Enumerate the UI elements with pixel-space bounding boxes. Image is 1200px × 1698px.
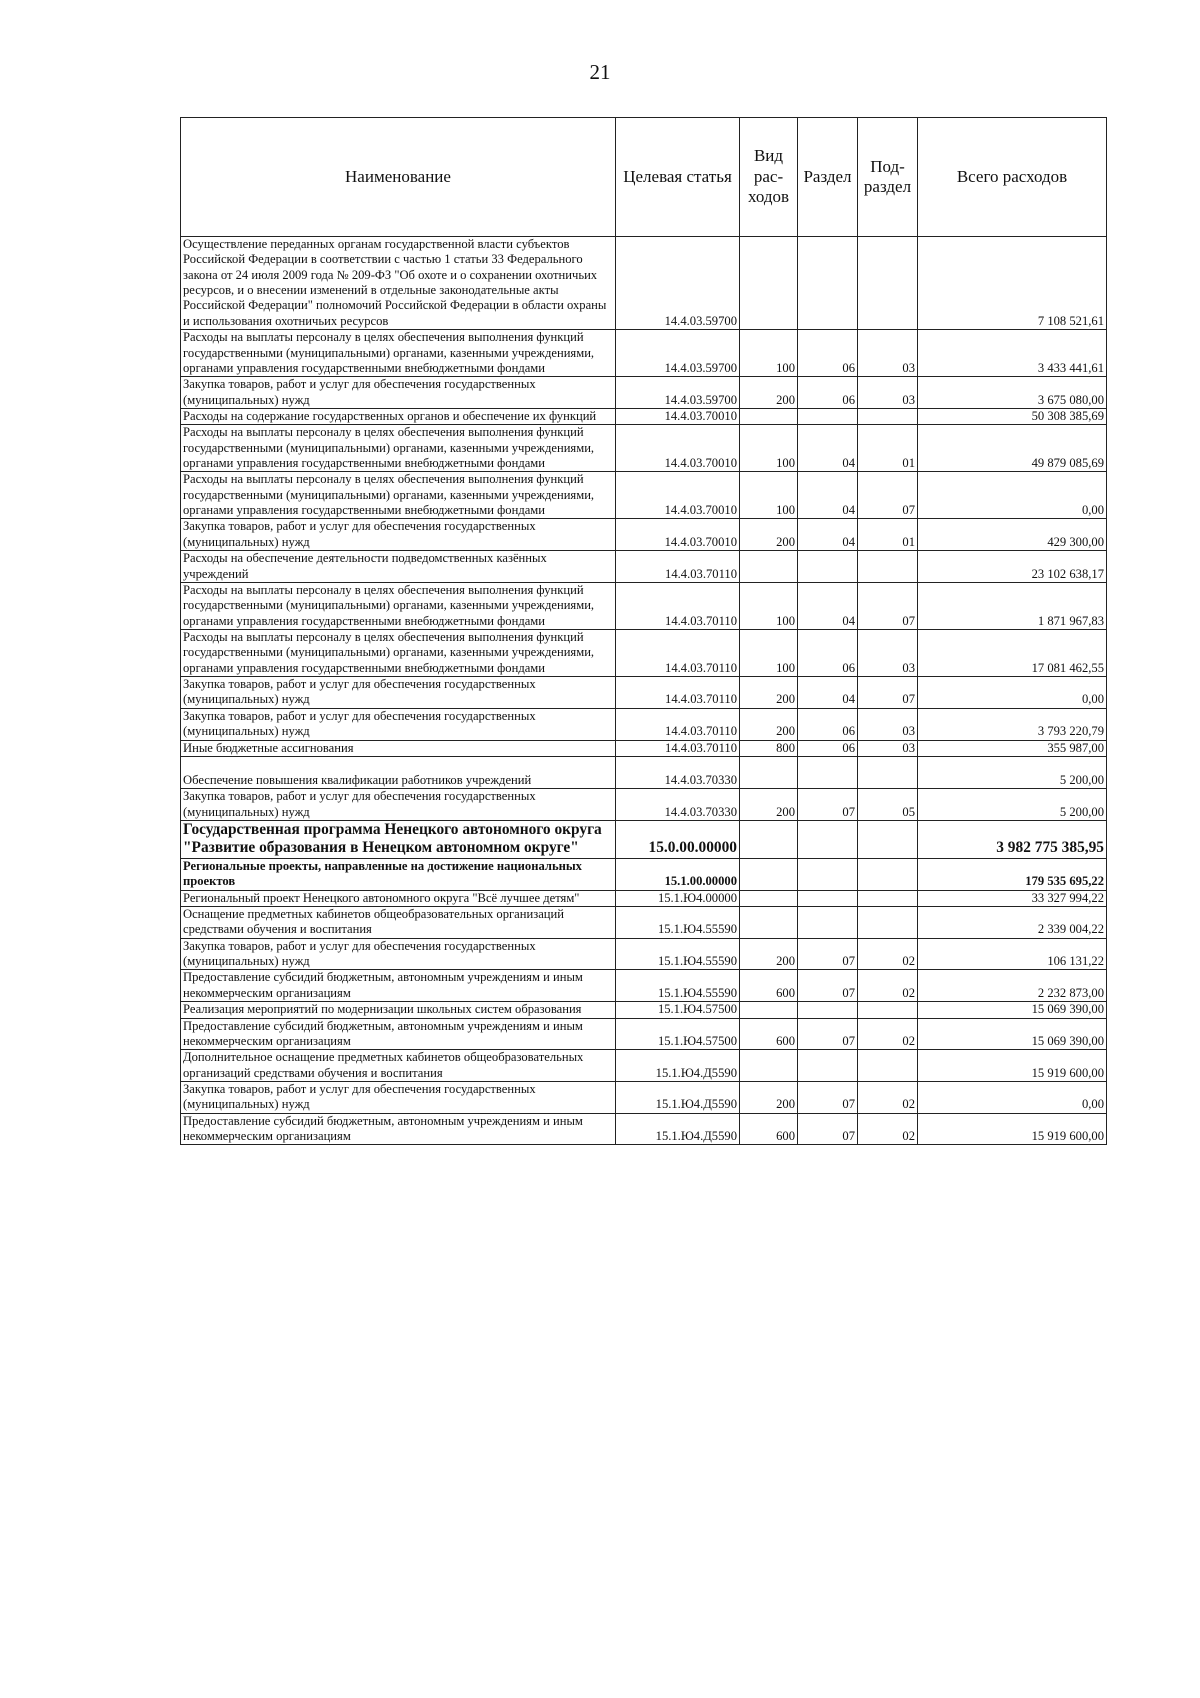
- cell-podrazdel: 02: [858, 970, 918, 1002]
- cell-name: Закупка товаров, работ и услуг для обеспечения государственных (муниципальных) нужд: [181, 708, 616, 740]
- table-row: [181, 629, 1107, 676]
- table-header-row: [181, 118, 1107, 237]
- cell-vid: 100: [740, 330, 798, 377]
- cell-name: Закупка товаров, работ и услуг для обеспечения государственных (муниципальных) нужд: [181, 1081, 616, 1113]
- cell-total: 429 300,00: [918, 519, 1107, 551]
- cell-total: 3 675 080,00: [918, 377, 1107, 409]
- cell-code: 14.4.03.70110: [616, 582, 740, 629]
- cell-podrazdel: 07: [858, 472, 918, 519]
- cell-razdel: [798, 820, 858, 858]
- table-row: [181, 582, 1107, 629]
- cell-podrazdel: [858, 408, 918, 424]
- cell-total: 15 919 600,00: [918, 1113, 1107, 1145]
- cell-vid: [740, 551, 798, 583]
- cell-podrazdel: 03: [858, 740, 918, 756]
- table-row: [181, 1002, 1107, 1018]
- cell-razdel: 04: [798, 677, 858, 709]
- table-row: [181, 1050, 1107, 1082]
- cell-code: 15.1.Ю4.57500: [616, 1002, 740, 1018]
- cell-razdel: 06: [798, 740, 858, 756]
- cell-razdel: [798, 858, 858, 890]
- table-row: [181, 1081, 1107, 1113]
- cell-code: 14.4.03.70110: [616, 740, 740, 756]
- cell-vid: [740, 890, 798, 906]
- cell-vid: [740, 1002, 798, 1018]
- cell-razdel: 07: [798, 970, 858, 1002]
- cell-name: Предоставление субсидий бюджетным, автономным учреждениям и иным некоммерческим организациям: [181, 1018, 616, 1050]
- cell-razdel: 07: [798, 1018, 858, 1050]
- table-row: [181, 789, 1107, 821]
- cell-total: 2 339 004,22: [918, 906, 1107, 938]
- table-row: [181, 858, 1107, 890]
- cell-name: Закупка товаров, работ и услуг для обеспечения государственных (муниципальных) нужд: [181, 377, 616, 409]
- cell-podrazdel: 02: [858, 1018, 918, 1050]
- cell-razdel: 04: [798, 472, 858, 519]
- cell-code: 15.1.Ю4.55590: [616, 906, 740, 938]
- table-row: [181, 551, 1107, 583]
- cell-code: 14.4.03.70110: [616, 629, 740, 676]
- cell-total: 15 919 600,00: [918, 1050, 1107, 1082]
- cell-podrazdel: 02: [858, 1081, 918, 1113]
- cell-total: 1 871 967,83: [918, 582, 1107, 629]
- cell-code: 14.4.03.59700: [616, 330, 740, 377]
- cell-name: Предоставление субсидий бюджетным, автономным учреждениям и иным некоммерческим организациям: [181, 1113, 616, 1145]
- cell-name: Расходы на выплаты персоналу в целях обеспечения выполнения функций государственными (муниципальными) органами, казенными учреждениями, органами управления государственными внебюджетными фондами: [181, 330, 616, 377]
- header-razdel: Раздел: [798, 118, 858, 237]
- cell-code: 14.4.03.70110: [616, 551, 740, 583]
- table-row: [181, 756, 1107, 788]
- cell-razdel: [798, 1002, 858, 1018]
- table-row: [181, 1018, 1107, 1050]
- cell-name: Осуществление переданных органам государственной власти субъектов Российской Федерации в соответствии с частью 1 статьи 33 Федерального закона от 24 июля 2009 года № 209-ФЗ "Об охоте и о сохранении охотничьих ресурсов, и о внесении изменений в отдельные законодательные акты Российской Федерации" полномочий Российской Федерации в области охраны и использования охотничьих ресурсов: [181, 237, 616, 330]
- header-vid: Вид рас- ходов: [740, 118, 798, 237]
- cell-razdel: 04: [798, 425, 858, 472]
- cell-name: Расходы на содержание государственных органов и обеспечение их функций: [181, 408, 616, 424]
- cell-podrazdel: 03: [858, 708, 918, 740]
- cell-total: 179 535 695,22: [918, 858, 1107, 890]
- cell-vid: [740, 1050, 798, 1082]
- cell-vid: 100: [740, 425, 798, 472]
- cell-razdel: 07: [798, 938, 858, 970]
- cell-podrazdel: [858, 1050, 918, 1082]
- cell-podrazdel: 02: [858, 938, 918, 970]
- table-row: [181, 938, 1107, 970]
- cell-razdel: [798, 551, 858, 583]
- cell-name: Расходы на выплаты персоналу в целях обеспечения выполнения функций государственными (муниципальными) органами, казенными учреждениями, органами управления государственными внебюджетными фондами: [181, 629, 616, 676]
- cell-vid: [740, 906, 798, 938]
- cell-razdel: [798, 906, 858, 938]
- cell-podrazdel: 01: [858, 519, 918, 551]
- cell-vid: 200: [740, 789, 798, 821]
- cell-name: Закупка товаров, работ и услуг для обеспечения государственных (муниципальных) нужд: [181, 938, 616, 970]
- cell-code: 14.4.03.70010: [616, 519, 740, 551]
- cell-name: Закупка товаров, работ и услуг для обеспечения государственных (муниципальных) нужд: [181, 519, 616, 551]
- cell-vid: 600: [740, 1018, 798, 1050]
- header-total: Всего расходов: [918, 118, 1107, 237]
- cell-vid: 100: [740, 582, 798, 629]
- cell-razdel: [798, 408, 858, 424]
- cell-total: 0,00: [918, 677, 1107, 709]
- cell-podrazdel: [858, 890, 918, 906]
- cell-code: 15.1.Ю4.Д5590: [616, 1050, 740, 1082]
- cell-vid: 100: [740, 629, 798, 676]
- cell-name: Расходы на выплаты персоналу в целях обеспечения выполнения функций государственными (муниципальными) органами, казенными учреждениями, органами управления государственными внебюджетными фондами: [181, 472, 616, 519]
- table-row: [181, 970, 1107, 1002]
- cell-total: 33 327 994,22: [918, 890, 1107, 906]
- cell-razdel: 06: [798, 708, 858, 740]
- table-row: [181, 472, 1107, 519]
- cell-podrazdel: 01: [858, 425, 918, 472]
- cell-total: 23 102 638,17: [918, 551, 1107, 583]
- cell-podrazdel: 07: [858, 582, 918, 629]
- cell-razdel: 07: [798, 1081, 858, 1113]
- cell-code: 15.1.Ю4.00000: [616, 890, 740, 906]
- cell-razdel: 06: [798, 377, 858, 409]
- table-row: [181, 519, 1107, 551]
- cell-razdel: [798, 890, 858, 906]
- header-name: Наименование: [181, 118, 616, 237]
- cell-vid: [740, 820, 798, 858]
- table-row: [181, 330, 1107, 377]
- cell-code: 14.4.03.59700: [616, 237, 740, 330]
- cell-vid: [740, 858, 798, 890]
- cell-name: Региональные проекты, направленные на достижение национальных проектов: [181, 858, 616, 890]
- cell-vid: [740, 756, 798, 788]
- table-row: [181, 237, 1107, 330]
- table-row: [181, 425, 1107, 472]
- cell-vid: 600: [740, 1113, 798, 1145]
- cell-podrazdel: [858, 237, 918, 330]
- cell-razdel: 04: [798, 519, 858, 551]
- cell-code: 14.4.03.70330: [616, 789, 740, 821]
- cell-podrazdel: [858, 756, 918, 788]
- cell-name: Иные бюджетные ассигнования: [181, 740, 616, 756]
- cell-total: 17 081 462,55: [918, 629, 1107, 676]
- cell-total: 2 232 873,00: [918, 970, 1107, 1002]
- cell-vid: 100: [740, 472, 798, 519]
- cell-code: 15.1.Ю4.57500: [616, 1018, 740, 1050]
- cell-razdel: 07: [798, 1113, 858, 1145]
- cell-razdel: [798, 237, 858, 330]
- table-row: [181, 820, 1107, 858]
- cell-podrazdel: 03: [858, 330, 918, 377]
- cell-code: 15.1.Ю4.55590: [616, 970, 740, 1002]
- cell-razdel: [798, 756, 858, 788]
- header-code: Целевая статья: [616, 118, 740, 237]
- cell-total: 7 108 521,61: [918, 237, 1107, 330]
- cell-code: 14.4.03.59700: [616, 377, 740, 409]
- budget-table: [180, 117, 1107, 1145]
- cell-code: 15.1.Ю4.Д5590: [616, 1081, 740, 1113]
- cell-podrazdel: [858, 551, 918, 583]
- cell-name: Расходы на выплаты персоналу в целях обеспечения выполнения функций государственными (муниципальными) органами, казенными учреждениями, органами управления государственными внебюджетными фондами: [181, 425, 616, 472]
- cell-podrazdel: [858, 906, 918, 938]
- cell-total: 355 987,00: [918, 740, 1107, 756]
- cell-code: 14.4.03.70010: [616, 425, 740, 472]
- cell-name: Расходы на выплаты персоналу в целях обеспечения выполнения функций государственными (муниципальными) органами, казенными учреждениями, органами управления государственными внебюджетными фондами: [181, 582, 616, 629]
- cell-podrazdel: 05: [858, 789, 918, 821]
- cell-total: 50 308 385,69: [918, 408, 1107, 424]
- table-row: [181, 677, 1107, 709]
- cell-total: 3 793 220,79: [918, 708, 1107, 740]
- cell-name: Обеспечение повышения квалификации работников учреждений: [181, 756, 616, 788]
- cell-code: 14.4.03.70110: [616, 677, 740, 709]
- cell-total: 5 200,00: [918, 756, 1107, 788]
- cell-code: 15.1.00.00000: [616, 858, 740, 890]
- table-row: [181, 890, 1107, 906]
- cell-vid: 200: [740, 708, 798, 740]
- cell-name: Закупка товаров, работ и услуг для обеспечения государственных (муниципальных) нужд: [181, 677, 616, 709]
- cell-total: 3 982 775 385,95: [918, 820, 1107, 858]
- table-row: [181, 906, 1107, 938]
- cell-vid: [740, 408, 798, 424]
- cell-vid: 800: [740, 740, 798, 756]
- cell-razdel: 07: [798, 789, 858, 821]
- cell-name: Предоставление субсидий бюджетным, автономным учреждениям и иным некоммерческим организациям: [181, 970, 616, 1002]
- cell-vid: [740, 237, 798, 330]
- cell-code: 14.4.03.70110: [616, 708, 740, 740]
- cell-code: 14.4.03.70010: [616, 472, 740, 519]
- cell-vid: 600: [740, 970, 798, 1002]
- cell-name: Региональный проект Ненецкого автономного округа "Всё лучшее детям": [181, 890, 616, 906]
- cell-code: 14.4.03.70010: [616, 408, 740, 424]
- cell-name: Оснащение предметных кабинетов общеобразовательных организаций средствами обучения и воспитания: [181, 906, 616, 938]
- cell-name: Реализация мероприятий по модернизации школьных систем образования: [181, 1002, 616, 1018]
- cell-podrazdel: 03: [858, 629, 918, 676]
- cell-vid: 200: [740, 377, 798, 409]
- cell-code: 14.4.03.70330: [616, 756, 740, 788]
- header-podrazdel: Под- раздел: [858, 118, 918, 237]
- cell-code: 15.1.Ю4.Д5590: [616, 1113, 740, 1145]
- cell-total: 106 131,22: [918, 938, 1107, 970]
- table-row: [181, 740, 1107, 756]
- cell-podrazdel: [858, 820, 918, 858]
- cell-name: Закупка товаров, работ и услуг для обеспечения государственных (муниципальных) нужд: [181, 789, 616, 821]
- cell-podrazdel: [858, 858, 918, 890]
- table-row: [181, 708, 1107, 740]
- cell-total: 0,00: [918, 472, 1107, 519]
- table-row: [181, 408, 1107, 424]
- cell-total: 3 433 441,61: [918, 330, 1107, 377]
- table-row: [181, 1113, 1107, 1145]
- cell-vid: 200: [740, 938, 798, 970]
- cell-name: Государственная программа Ненецкого автономного округа "Развитие образования в Ненецком автономном округе": [181, 820, 616, 858]
- cell-podrazdel: 03: [858, 377, 918, 409]
- cell-total: 49 879 085,69: [918, 425, 1107, 472]
- cell-code: 15.1.Ю4.55590: [616, 938, 740, 970]
- cell-total: 15 069 390,00: [918, 1002, 1107, 1018]
- cell-vid: 200: [740, 1081, 798, 1113]
- cell-vid: 200: [740, 677, 798, 709]
- cell-razdel: 06: [798, 330, 858, 377]
- cell-razdel: 04: [798, 582, 858, 629]
- cell-name: Расходы на обеспечение деятельности подведомственных казённых учреждений: [181, 551, 616, 583]
- cell-razdel: [798, 1050, 858, 1082]
- cell-vid: 200: [740, 519, 798, 551]
- cell-razdel: 06: [798, 629, 858, 676]
- cell-name: Дополнительное оснащение предметных кабинетов общеобразовательных организаций средствами обучения и воспитания: [181, 1050, 616, 1082]
- page-number: 21: [589, 60, 611, 84]
- cell-podrazdel: [858, 1002, 918, 1018]
- cell-podrazdel: 02: [858, 1113, 918, 1145]
- cell-total: 5 200,00: [918, 789, 1107, 821]
- cell-total: 0,00: [918, 1081, 1107, 1113]
- cell-code: 15.0.00.00000: [616, 820, 740, 858]
- cell-podrazdel: 07: [858, 677, 918, 709]
- table-row: [181, 377, 1107, 409]
- cell-total: 15 069 390,00: [918, 1018, 1107, 1050]
